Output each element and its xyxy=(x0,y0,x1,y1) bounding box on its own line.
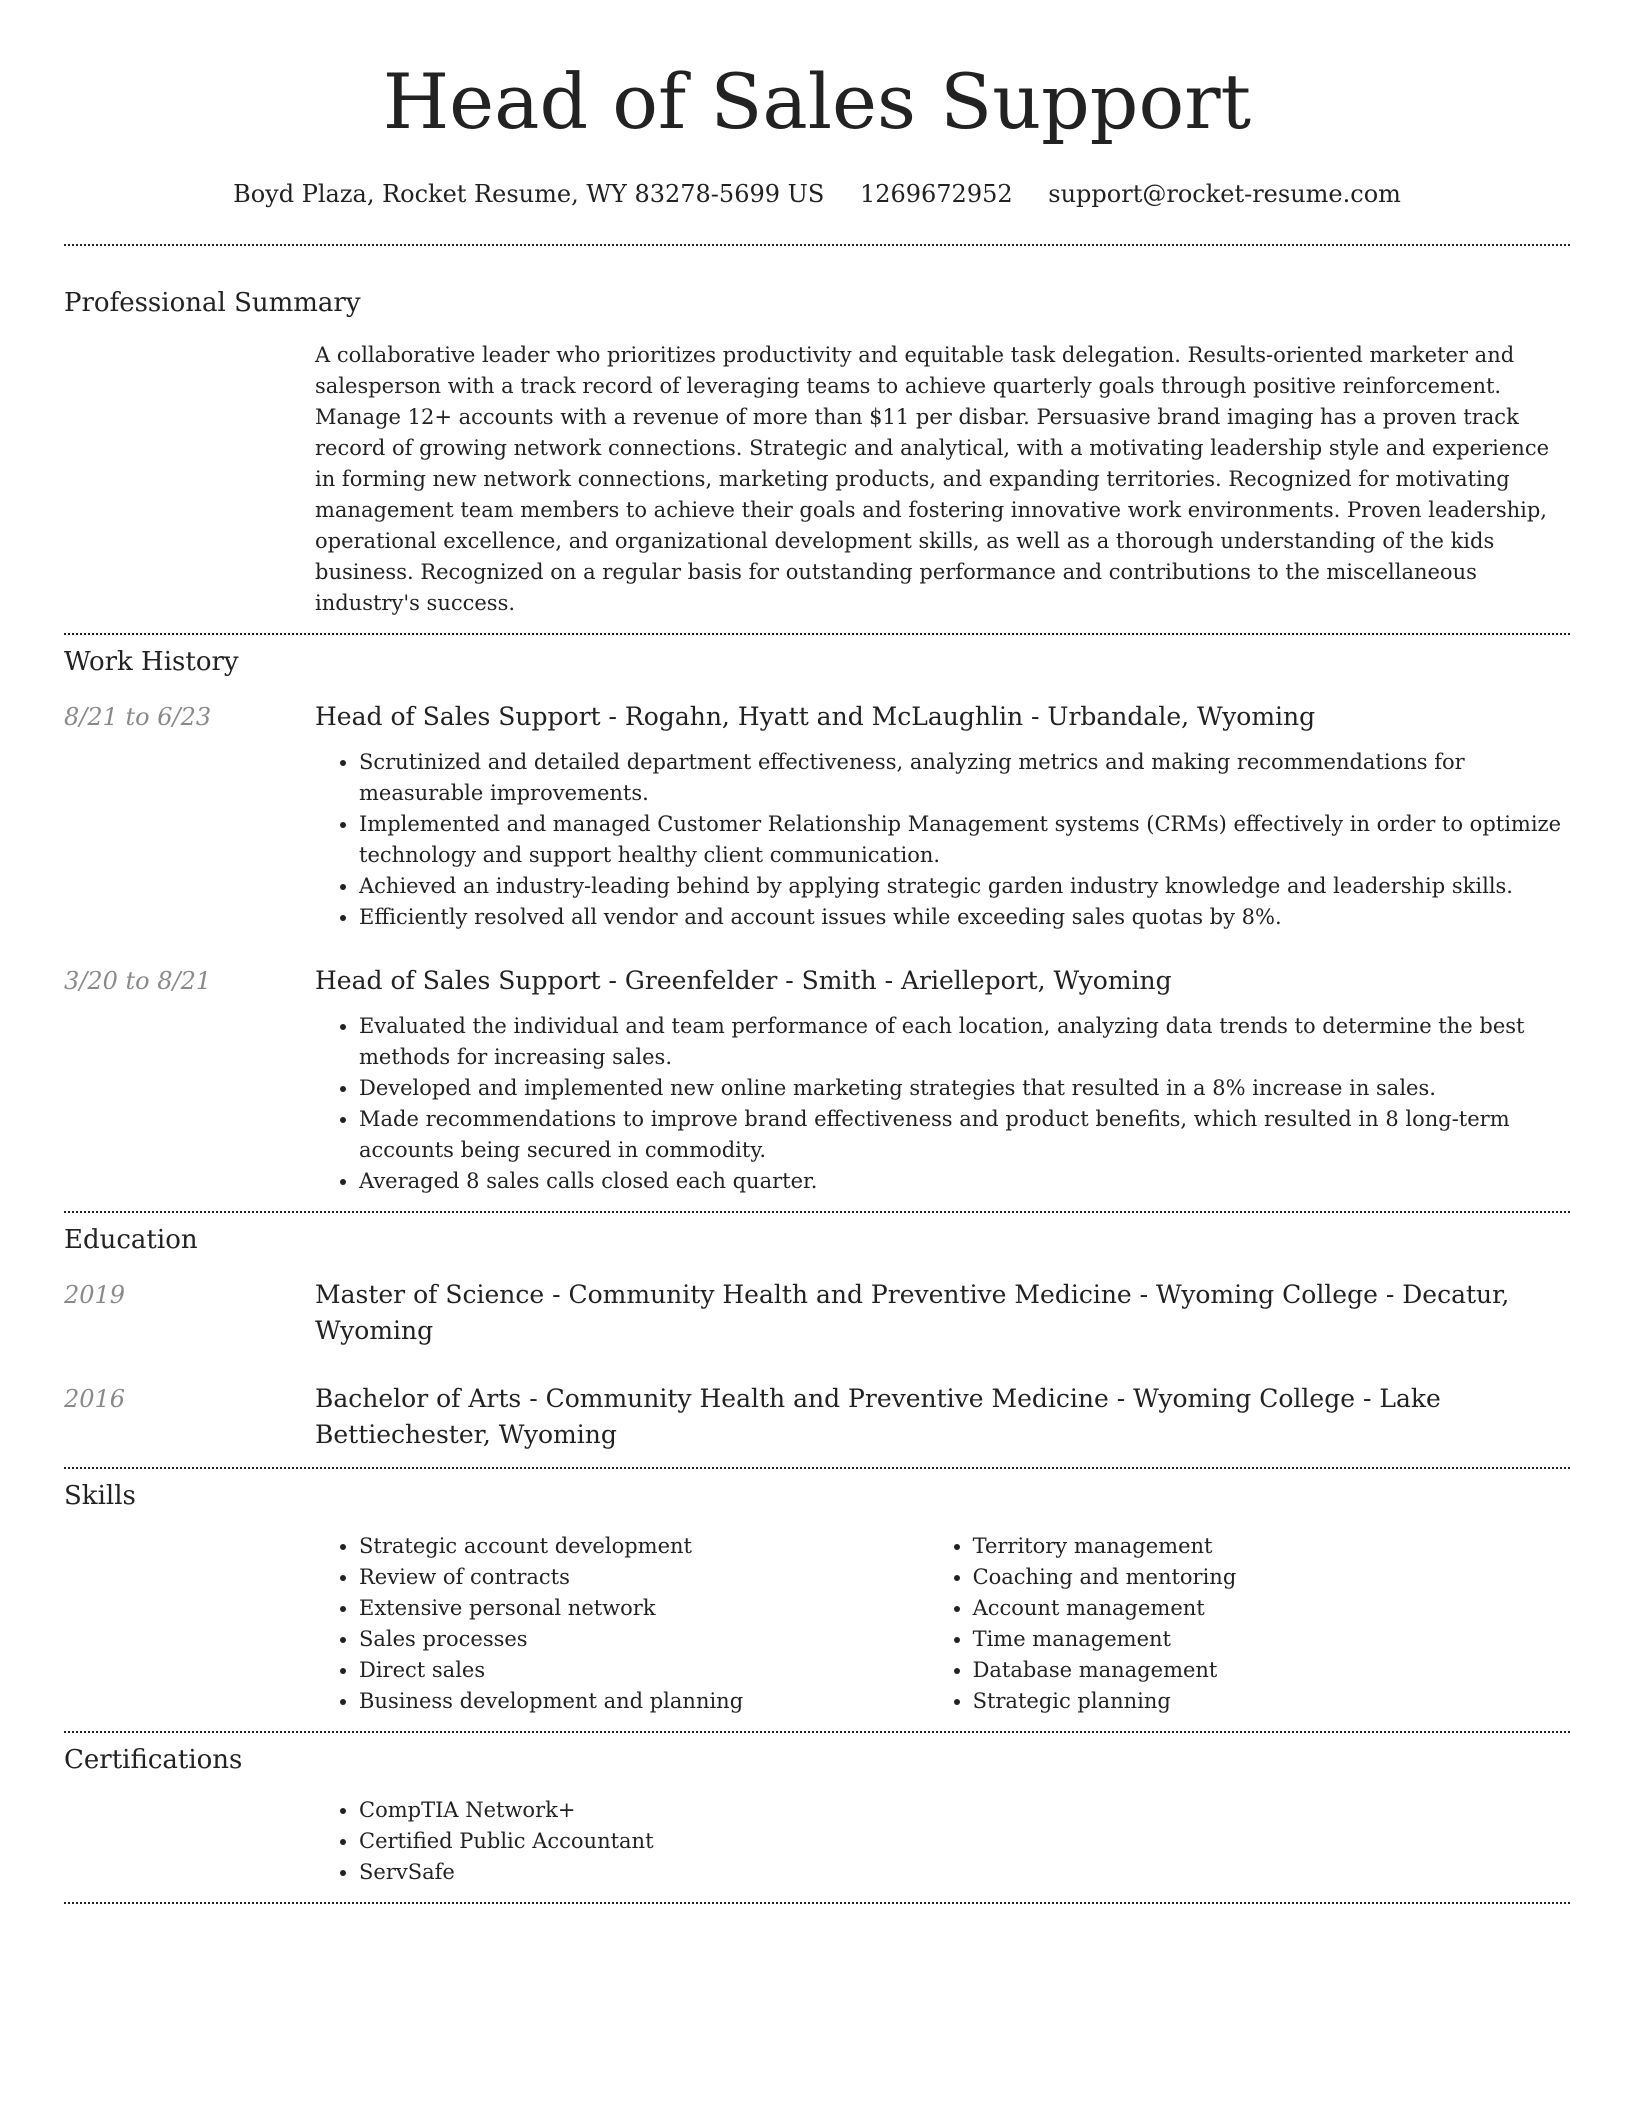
list-item: • Scrutinized and detailed department effectiveness, analyzing metrics and making recommendations for measurable improvements. xyxy=(359,747,1569,809)
list-item: • Developed and implemented new online marketing strategies that resulted in a 8% increase in sales. xyxy=(359,1073,1569,1104)
education-degree: Bachelor of Arts - Community Health and Preventive Medicine xyxy=(315,1384,1109,1413)
divider xyxy=(64,1211,1570,1213)
job-heading xyxy=(315,963,1570,999)
list-item: • Efficiently resolved all vendor and account issues while exceeding sales quotas by 8%. xyxy=(359,902,1569,933)
work-section xyxy=(64,645,1570,1197)
education-school: - Wyoming College - Lake Bettiechester, Wyoming xyxy=(315,1384,1441,1449)
education-entry xyxy=(64,1277,1570,1349)
list-item: • Account management xyxy=(973,1593,1570,1624)
skills-grid xyxy=(315,1531,1570,1717)
skills-column-left xyxy=(359,1531,929,1717)
job-bullets xyxy=(359,747,1569,933)
contact-email: support@rocket-resume.com xyxy=(1048,180,1401,208)
skills-section xyxy=(64,1479,1570,1717)
list-item: • Coaching and mentoring xyxy=(973,1562,1570,1593)
education-year: 2019 xyxy=(64,1281,126,1309)
contact-phone: 1269672952 xyxy=(859,180,1013,208)
education-heading xyxy=(315,1277,1570,1349)
divider xyxy=(64,1731,1570,1733)
section-title: Certifications xyxy=(64,1745,243,1775)
job-entry xyxy=(64,699,1570,933)
divider xyxy=(64,244,1570,246)
divider xyxy=(64,1902,1570,1904)
skills-column-right xyxy=(973,1531,1570,1717)
job-dates: 3/20 to 8/21 xyxy=(64,967,212,995)
job-entry xyxy=(64,963,1570,1197)
divider xyxy=(64,633,1570,635)
section-title: Education xyxy=(64,1225,198,1255)
job-bullets xyxy=(359,1011,1569,1197)
list-item: • Direct sales xyxy=(359,1655,929,1686)
list-item: • Certified Public Accountant xyxy=(359,1826,1569,1857)
certification-list xyxy=(359,1795,1569,1888)
list-item: • Business development and planning xyxy=(359,1686,929,1717)
education-entry xyxy=(64,1381,1570,1453)
divider xyxy=(64,1467,1570,1469)
list-item: • Made recommendations to improve brand effectiveness and product benefits, which resulted in 8 long-term accounts being secured in commodity. xyxy=(359,1104,1569,1166)
resume-name: Head of Sales Support xyxy=(382,57,1252,146)
list-item: • Database management xyxy=(973,1655,1570,1686)
education-section xyxy=(64,1223,1570,1453)
job-role: Head of Sales Support xyxy=(315,966,601,995)
list-item: • Time management xyxy=(973,1624,1570,1655)
list-item: • Review of contracts xyxy=(359,1562,929,1593)
certifications-section xyxy=(64,1743,1570,1888)
summary-section xyxy=(64,286,1570,619)
list-item: • Strategic account development xyxy=(359,1531,929,1562)
education-degree: Master of Science - Community Health and Preventive Medicine xyxy=(315,1280,1132,1309)
section-title: Skills xyxy=(64,1481,136,1511)
list-item: • Evaluated the individual and team performance of each location, analyzing data trends to determine the best methods for increasing sales. xyxy=(359,1011,1569,1073)
contact-line xyxy=(64,178,1570,210)
section-title: Professional Summary xyxy=(64,288,361,318)
list-item: • CompTIA Network+ xyxy=(359,1795,1569,1826)
job-details: - Rogahn, Hyatt and McLaughlin - Urbandale, Wyoming xyxy=(600,702,1316,731)
resume-page xyxy=(64,0,1570,1904)
section-title: Work History xyxy=(64,647,239,677)
list-item: • Sales processes xyxy=(359,1624,929,1655)
list-item: • Strategic planning xyxy=(973,1686,1570,1717)
education-school: - Wyoming College - Decatur, Wyoming xyxy=(315,1280,1510,1345)
job-role: Head of Sales Support xyxy=(315,702,601,731)
list-item: • Territory management xyxy=(973,1531,1570,1562)
education-year: 2016 xyxy=(64,1385,126,1413)
job-dates: 8/21 to 6/23 xyxy=(64,703,212,731)
list-item: • Implemented and managed Customer Relationship Management systems (CRMs) effectively in order to optimize technology and support healthy client communication. xyxy=(359,809,1569,871)
education-heading xyxy=(315,1381,1570,1453)
list-item: • Achieved an industry-leading behind by applying strategic garden industry knowledge and leadership skills. xyxy=(359,871,1569,902)
list-item: • Extensive personal network xyxy=(359,1593,929,1624)
contact-address: Boyd Plaza, Rocket Resume, WY 83278-5699 US xyxy=(233,180,825,208)
list-item: • Averaged 8 sales calls closed each quarter. xyxy=(359,1166,1569,1197)
list-item: • ServSafe xyxy=(359,1857,1569,1888)
job-details: - Greenfelder - Smith - Arielleport, Wyoming xyxy=(600,966,1172,995)
job-heading xyxy=(315,699,1570,735)
summary-text: A collaborative leader who prioritizes productivity and equitable task delegation. Results-oriented marketer and salesperson with a track record of leveraging teams to achieve quarterly goals through positive reinforcement. Manage 12+ accounts with a revenue of more than $11 per disbar. Persuasive brand imaging has a proven track record of growing network connections. Strategic and analytical, with a motivating leadership style and experience in forming new network connections, marketing products, and expanding territories. Recognized for motivating management team members to achieve their goals and fostering innovative work environments. Proven leadership, operational excellence, and organizational development skills, as well as a thorough understanding of the kids business. Recognized on a regular basis for outstanding performance and contributions to the miscellaneous industry's success. xyxy=(315,343,1550,615)
